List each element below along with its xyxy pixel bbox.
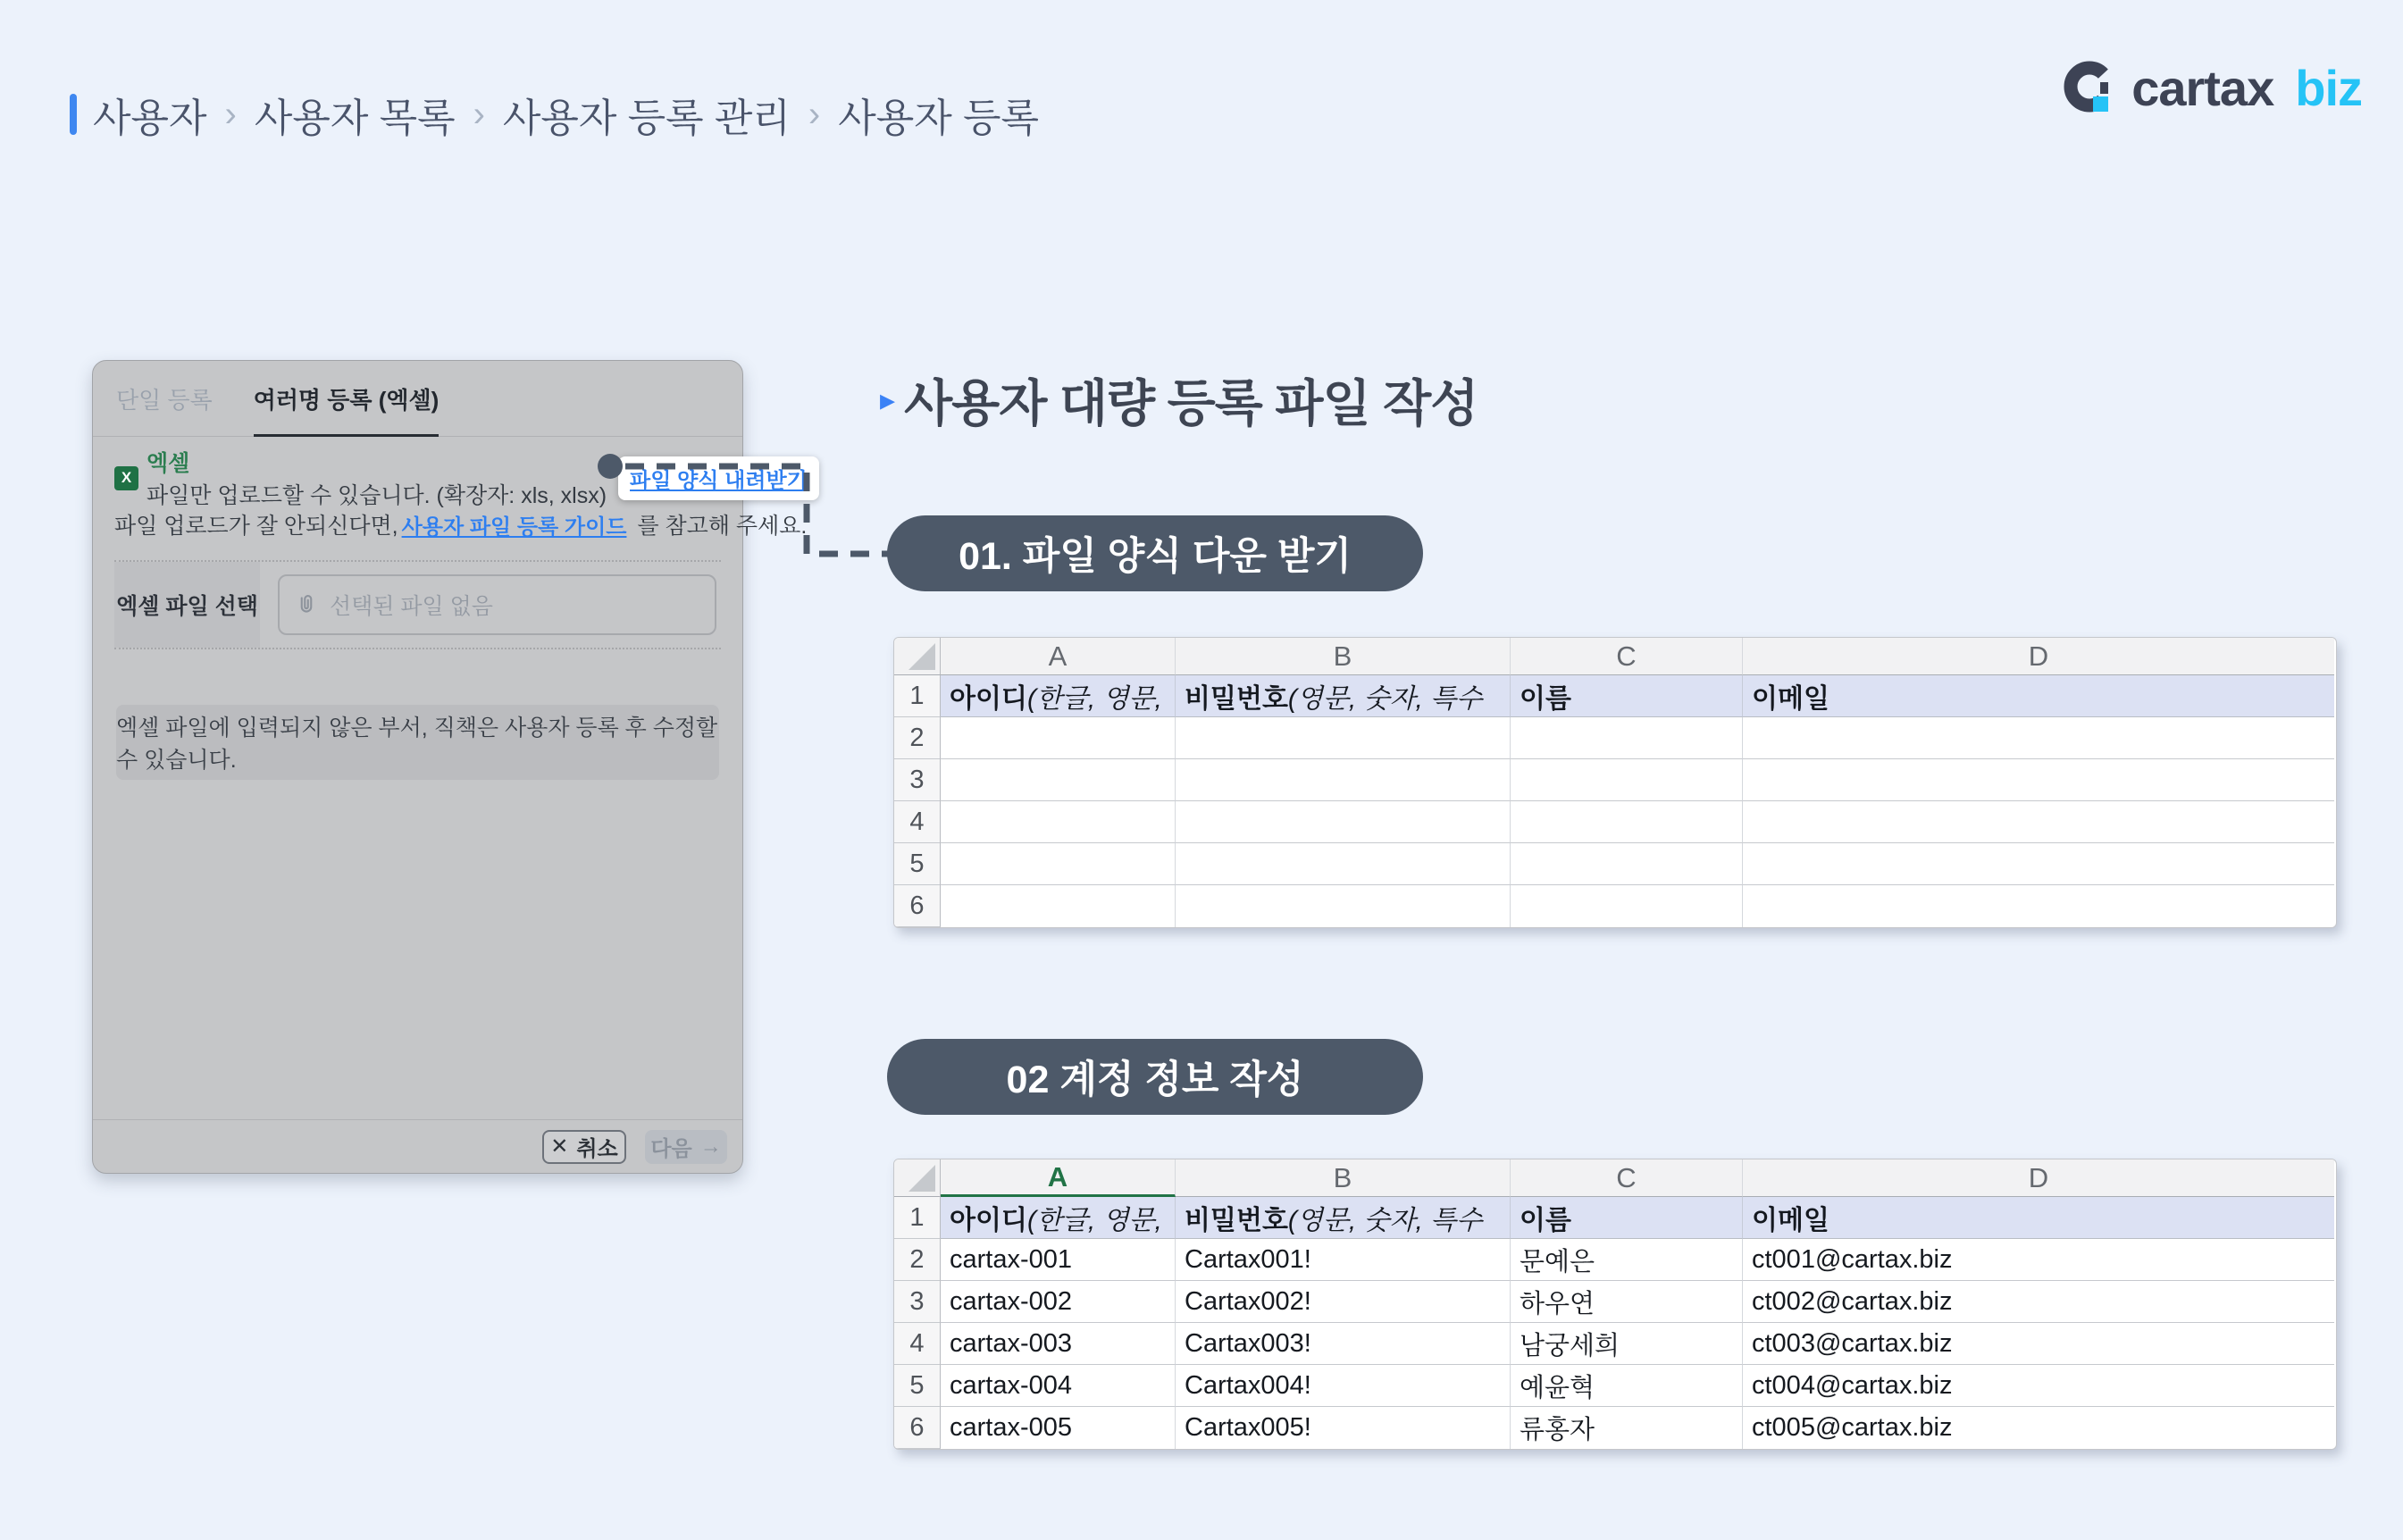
dialog-body — [93, 437, 808, 780]
tab-multiple-registration-excel[interactable]: 여러명 등록 (엑셀) — [254, 361, 440, 436]
data-cell — [1743, 759, 2334, 801]
data-cell — [1511, 801, 1743, 843]
breadcrumb-item-user-list[interactable]: 사용자 목록 — [254, 96, 456, 140]
select-all-corner-cell — [894, 638, 941, 675]
cancel-button[interactable] — [542, 1130, 626, 1164]
data-cell — [1176, 759, 1511, 801]
data-cell: Cartax001! — [1176, 1239, 1511, 1281]
filled-spreadsheet — [893, 1159, 2337, 1450]
field-header-cell: 아이디 (한글, 영문, — [941, 1197, 1176, 1239]
data-cell — [941, 843, 1176, 885]
column-header-A: A — [941, 638, 1176, 675]
data-cell: cartax-005 — [941, 1407, 1176, 1449]
cancel-button-label: 취소 — [576, 1137, 618, 1161]
column-header-A: A — [941, 1159, 1176, 1197]
data-cell: cartax-002 — [941, 1281, 1176, 1323]
sheet-grid — [894, 1159, 2336, 1449]
sheet-grid — [894, 638, 2336, 927]
breadcrumb-item-registration-mgmt[interactable]: 사용자 등록 관리 — [502, 96, 791, 140]
select-all-triangle-icon — [908, 643, 935, 670]
dialog-info-box — [116, 705, 719, 780]
guide-notice-suffix: 를 참고해 주세요. — [637, 514, 808, 539]
excel-file-select-row — [114, 560, 721, 649]
step1-badge: 01. 파일 양식 다운 받기 — [887, 515, 1423, 591]
select-all-triangle-icon — [908, 1165, 935, 1192]
title-bullet-icon: ▸ — [880, 383, 896, 417]
data-cell: Cartax005! — [1176, 1407, 1511, 1449]
data-cell: ct004@cartax.biz — [1743, 1365, 2334, 1407]
logo-wordmark: cartax — [2131, 60, 2274, 116]
cartax-biz-logo — [2064, 59, 2362, 117]
field-header-cell: 이메일 — [1743, 675, 2334, 717]
breadcrumb-item-register[interactable]: 사용자 등록 — [838, 96, 1039, 140]
section-title — [880, 364, 1478, 436]
data-cell: Cartax002! — [1176, 1281, 1511, 1323]
data-cell: 문예은 — [1511, 1239, 1743, 1281]
tab-single-registration[interactable]: 단일 등록 — [116, 386, 213, 414]
dialog-footer — [93, 1119, 742, 1173]
row-number: 5 — [894, 843, 941, 885]
column-header-B: B — [1176, 1159, 1511, 1197]
column-header-B: B — [1176, 638, 1511, 675]
data-cell — [941, 717, 1176, 759]
column-header-D: D — [1743, 1159, 2334, 1197]
guide-notice-line — [114, 508, 808, 540]
row-number: 3 — [894, 1281, 941, 1323]
column-header-C: C — [1511, 638, 1743, 675]
download-template-highlight[interactable] — [618, 456, 819, 500]
cancel-x-icon: ✕ — [550, 1134, 569, 1159]
arrow-right-icon: → — [699, 1134, 722, 1159]
field-header-cell: 이름 — [1511, 1197, 1743, 1239]
row-number: 1 — [894, 675, 941, 717]
field-header-cell: 비밀번호 (영문, 숫자, 특수 — [1176, 1197, 1511, 1239]
data-cell — [1176, 843, 1511, 885]
column-header-C: C — [1511, 1159, 1743, 1197]
data-cell: cartax-001 — [941, 1239, 1176, 1281]
column-header-D: D — [1743, 638, 2334, 675]
chevron-right-icon: › — [224, 94, 237, 134]
data-cell — [1743, 717, 2334, 759]
field-header-cell: 비밀번호 (영문, 숫자, 특수 — [1176, 675, 1511, 717]
excel-word: 엑셀 — [147, 451, 190, 476]
data-cell — [1511, 885, 1743, 927]
user-registration-dialog — [92, 360, 808, 1174]
row-number: 6 — [894, 1407, 941, 1449]
data-cell: 예윤혁 — [1511, 1365, 1743, 1407]
row-number: 2 — [894, 717, 941, 759]
next-button-label: 다음 — [650, 1137, 692, 1161]
data-cell — [1743, 801, 2334, 843]
data-cell — [1743, 885, 2334, 927]
row-number: 4 — [894, 801, 941, 843]
data-cell — [1176, 801, 1511, 843]
row-number: 4 — [894, 1323, 941, 1365]
file-input[interactable] — [278, 574, 716, 635]
breadcrumb-item-users[interactable]: 사용자 — [93, 96, 207, 140]
guide-link[interactable]: 사용자 파일 등록 가이드 — [401, 515, 627, 540]
data-cell: ct002@cartax.biz — [1743, 1281, 2334, 1323]
next-button[interactable] — [645, 1130, 727, 1164]
file-input-placeholder: 선택된 파일 없음 — [330, 594, 493, 619]
file-select-label: 엑셀 파일 선택 — [114, 562, 260, 648]
field-header-cell: 이름 — [1511, 675, 1743, 717]
row-number: 2 — [894, 1239, 941, 1281]
logo-suffix: biz — [2295, 60, 2362, 116]
data-cell — [941, 801, 1176, 843]
data-cell — [941, 759, 1176, 801]
data-cell: 하우연 — [1511, 1281, 1743, 1323]
data-cell: ct001@cartax.biz — [1743, 1239, 2334, 1281]
field-header-cell: 아이디 (한글, 영문, — [941, 675, 1176, 717]
data-cell: Cartax004! — [1176, 1365, 1511, 1407]
data-cell: 류홍자 — [1511, 1407, 1743, 1449]
paperclip-icon — [294, 592, 319, 617]
chevron-right-icon: › — [473, 94, 485, 134]
row-number: 6 — [894, 885, 941, 927]
breadcrumb-accent-bar — [70, 94, 77, 135]
data-cell — [941, 885, 1176, 927]
data-cell: cartax-003 — [941, 1323, 1176, 1365]
data-cell: cartax-004 — [941, 1365, 1176, 1407]
data-cell — [1176, 885, 1511, 927]
data-cell — [1176, 717, 1511, 759]
dialog-info-text: 엑셀 파일에 입력되지 않은 부서, 직책은 사용자 등록 후 수정할 수 있습니다. — [116, 716, 718, 773]
data-cell: 남궁세희 — [1511, 1323, 1743, 1365]
upload-notice-text: 파일만 업로드할 수 있습니다. (확장자: xls, xlsx) — [147, 483, 607, 508]
template-spreadsheet — [893, 637, 2337, 928]
download-template-link[interactable]: 파일 양식 내려받기 — [630, 468, 808, 493]
field-header-cell: 이메일 — [1743, 1197, 2334, 1239]
data-cell: ct003@cartax.biz — [1743, 1323, 2334, 1365]
excel-file-icon: X — [114, 466, 138, 490]
data-cell — [1511, 717, 1743, 759]
cartax-logo-icon — [2064, 61, 2119, 116]
row-number: 5 — [894, 1365, 941, 1407]
section-title-text: 사용자 대량 등록 파일 작성 — [904, 375, 1478, 431]
data-cell: Cartax003! — [1176, 1323, 1511, 1365]
row-number: 3 — [894, 759, 941, 801]
data-cell — [1511, 759, 1743, 801]
guide-notice-prefix: 파일 업로드가 잘 안되신다면, — [114, 514, 398, 539]
step2-badge: 02 계정 정보 작성 — [887, 1039, 1423, 1115]
upload-notice-line — [114, 451, 808, 508]
select-all-corner-cell — [894, 1159, 941, 1197]
data-cell — [1743, 843, 2334, 885]
data-cell — [1511, 843, 1743, 885]
row-number: 1 — [894, 1197, 941, 1239]
data-cell: ct005@cartax.biz — [1743, 1407, 2334, 1449]
breadcrumb — [70, 86, 1039, 143]
dialog-tab-bar — [93, 361, 742, 437]
chevron-right-icon: › — [808, 94, 821, 134]
